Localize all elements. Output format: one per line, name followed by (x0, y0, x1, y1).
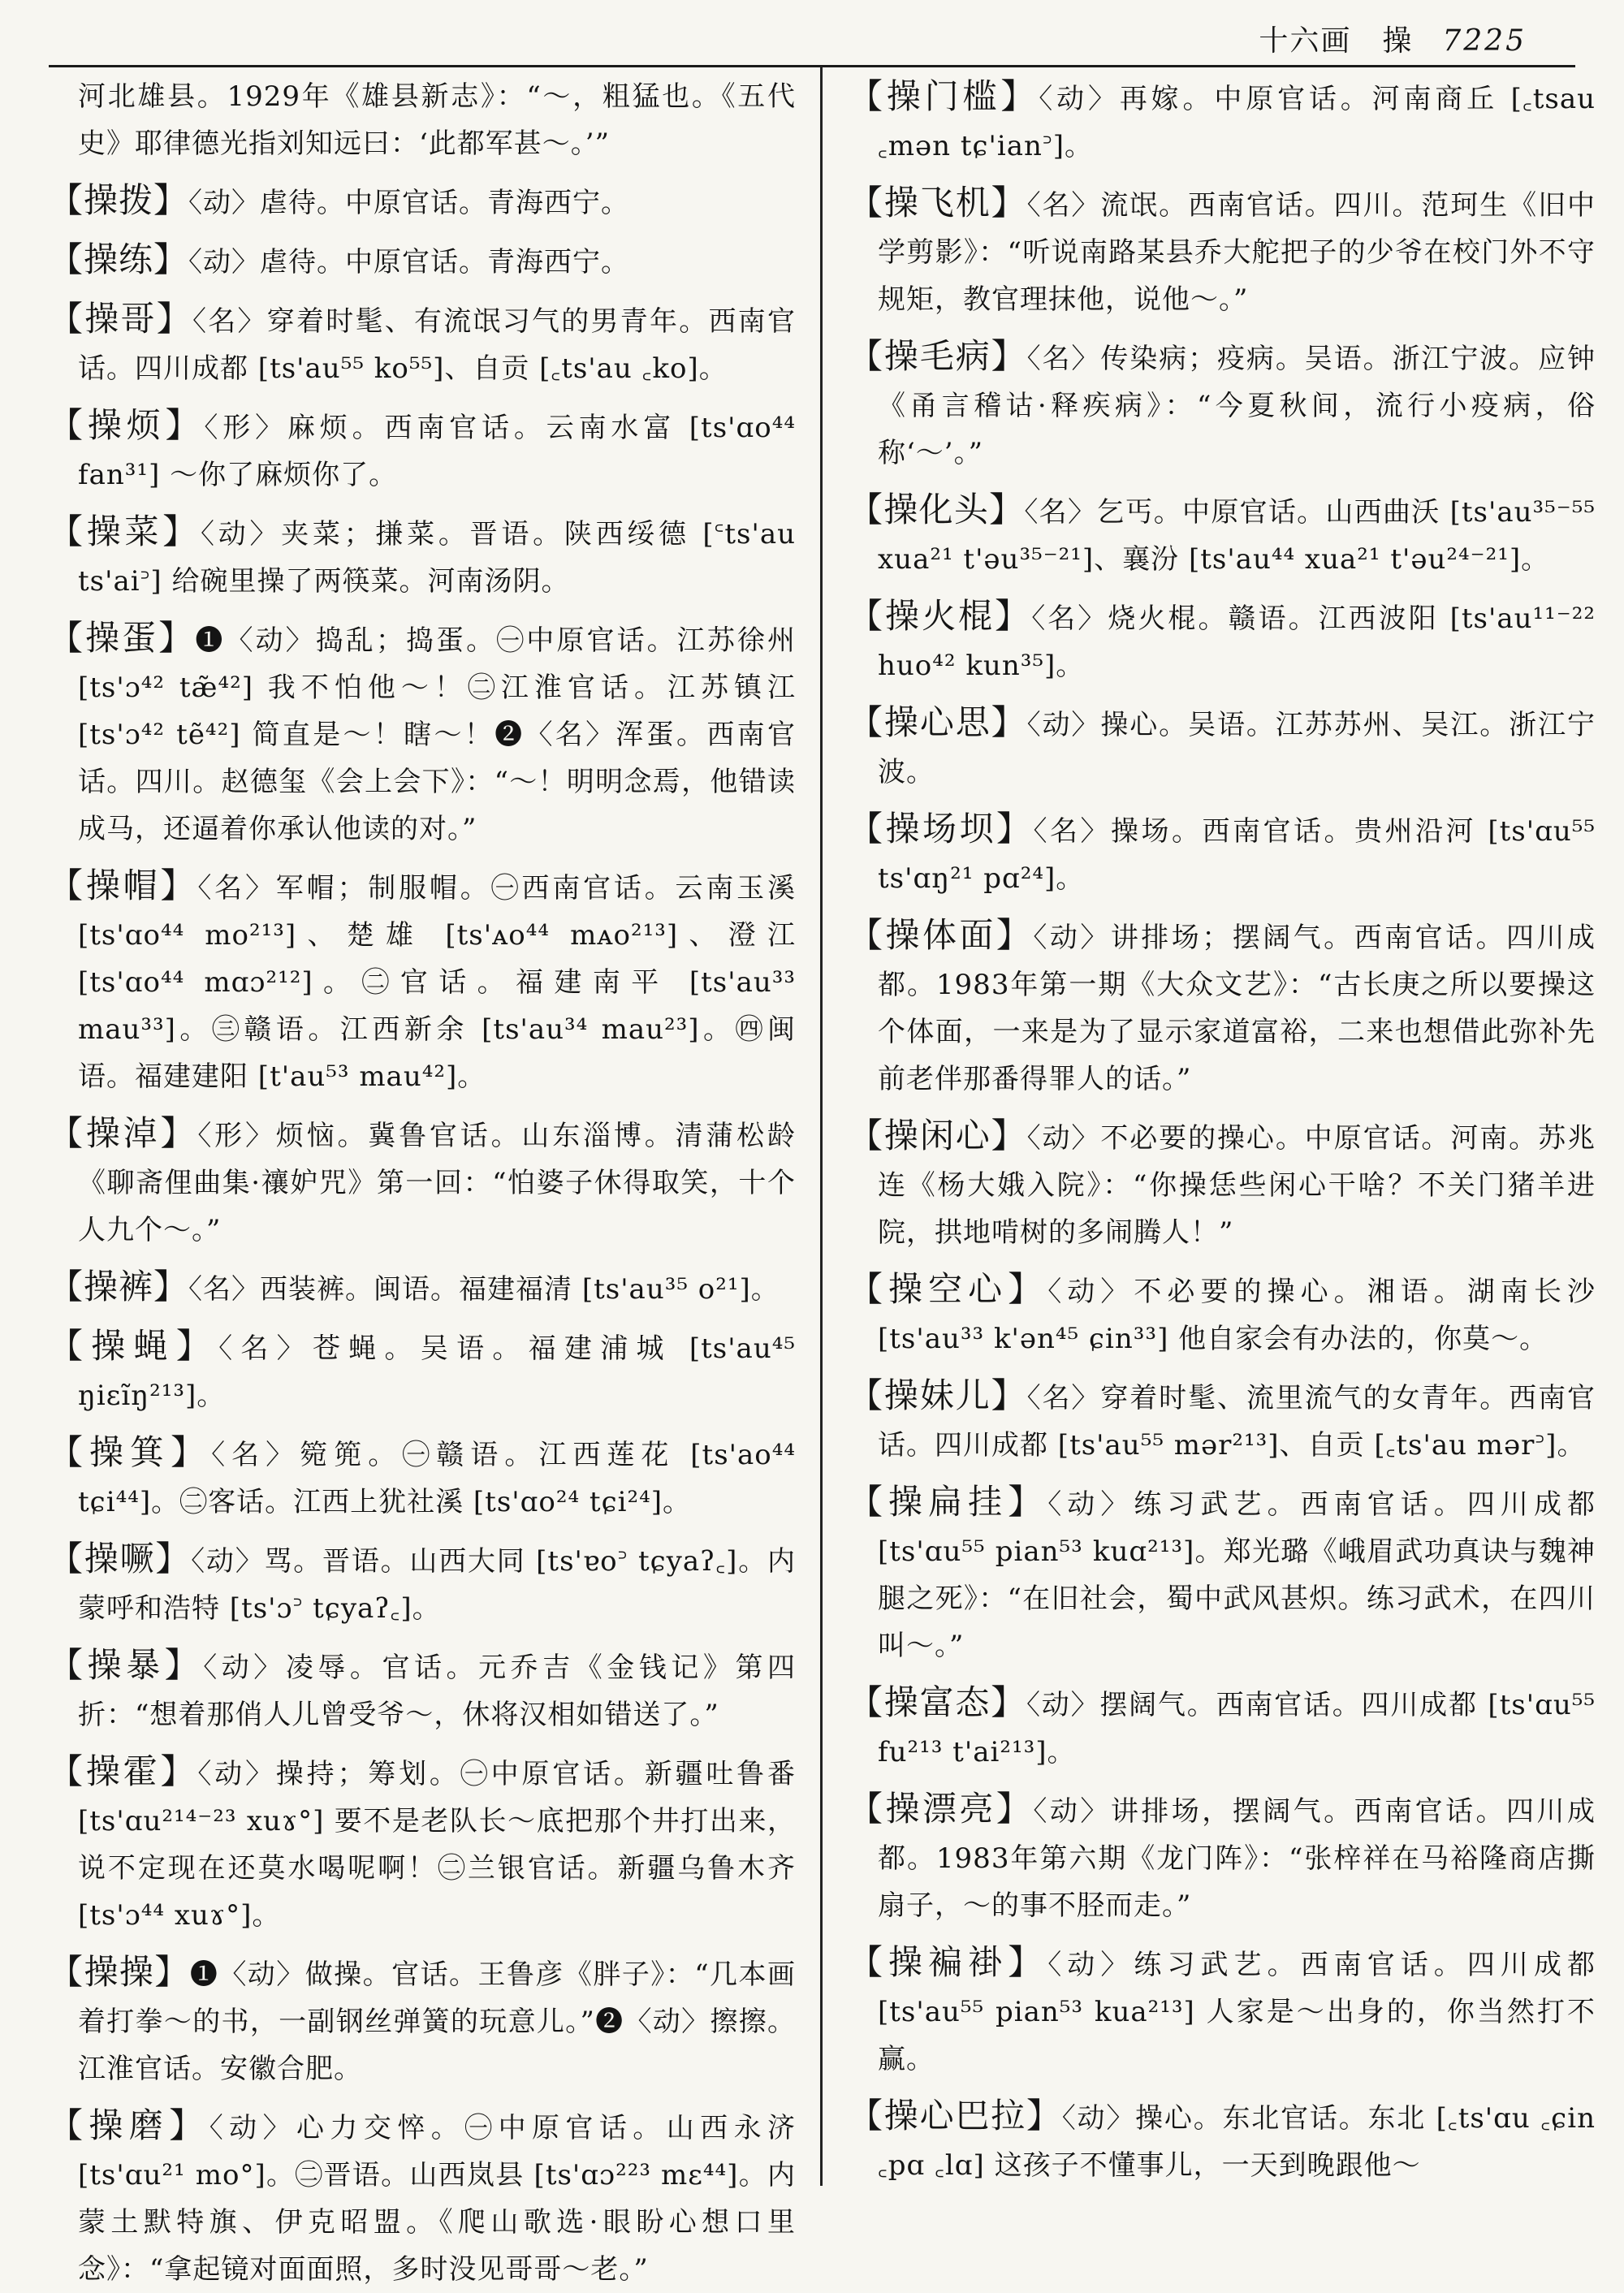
dictionary-entry (849, 1479, 1596, 1669)
entry-headword: 【操帽】 (49, 866, 198, 905)
entry-definition: 〈动〉心力交悴。㊀中原官话。山西永济 [ts'ɑu²¹ mo°]。㊁晋语。山西岚县 [ts'ɑɔ²²³ mɛ⁴⁴]。内蒙土默特旗、伊克昭盟。《爬山歌选·眼盼心想口里念》：“拿起镜对面面照，多时没见哥哥～老。” (78, 2112, 796, 2286)
entry-definition: 〈动〉讲排场；摆阔气。西南官话。四川成都。1983年第一期《大众文艺》：“古长庚之所以要操这个体面，一来是为了显示家道富裕，二来也想借此弥补先前老伴那番得罪人的话。” (878, 922, 1596, 1095)
entry-headword: 【操闲心】 (849, 1116, 1027, 1155)
entry-headword: 【操霍】 (49, 1751, 198, 1791)
entry-definition: 〈动〉讲排场，摆阔气。西南官话。四川成都。1983年第六期《龙门阵》：“张梓祥在马裕隆商店撕扇子，～的事不胫而走。” (878, 1795, 1596, 1922)
entry-definition: 〈名〉军帽；制服帽。㊀西南官话。云南玉溪 [ts'ɑo⁴⁴ mo²¹³]、楚雄 [ts'ᴀo⁴⁴ mᴀo²¹³]、澄江 [ts'ɑo⁴⁴ mɑɔ²¹²]。㊁官话。福建南平 [ts'au³³ mau³³]。㊂赣语。江西新余 [ts'au³⁴ mau²³]。㊃闽语。福建建阳 [t'au⁵³ mau⁴²]。 (78, 872, 796, 1093)
entry-headword: 【操褊褂】 (849, 1942, 1048, 1982)
entry-definition: 〈动〉虐待。中原官话。青海西宁。 (188, 246, 630, 279)
entry-headword: 【操空心】 (849, 1269, 1048, 1309)
entry-definition: ❶〈动〉捣乱；捣蛋。㊀中原官话。江苏徐州 [ts'ɔ⁴² tæ̃⁴²] 我不怕他～！㊁江淮官话。江苏镇江 [ts'ɔ⁴² tẽ⁴²] 简直是～！瞎～！❷〈名〉浑蛋。西南官话。四川。赵德玺《会上会下》：“～！明明念焉，他错读成马，还逼着你承认他读的对。” (78, 624, 796, 845)
entry-definition: 〈名〉乞丐。中原官话。山西曲沃 [ts'au³⁵⁻⁵⁵ xua²¹ t'əu³⁵⁻²¹]、襄汾 [ts'au⁴⁴ xua²¹ t'əu²⁴⁻²¹]。 (878, 496, 1596, 576)
dictionary-entry (49, 177, 796, 227)
dictionary-entry (49, 1949, 796, 2092)
entry-headword: 【操烦】 (49, 405, 205, 445)
entry-definition: 〈动〉再嫁。中原官话。河南商丘 [꜀tsau ꜀mən tɕ'ian꜄]。 (878, 83, 1596, 162)
entry-headword: 【操噘】 (49, 1539, 192, 1578)
entry-headword: 【操毛病】 (849, 336, 1027, 376)
dictionary-entry (49, 1263, 796, 1313)
entry-headword: 【操操】 (49, 1952, 190, 1992)
dictionary-entry (49, 1429, 796, 1526)
dictionary-entry (849, 486, 1596, 583)
dictionary-entry (849, 805, 1596, 902)
entry-definition: 〈名〉穿着时髦、有流氓习气的男青年。西南官话。四川成都 [ts'au⁵⁵ ko⁵⁵]、自贡 [꜀ts'au ꜀ko]。 (78, 305, 796, 385)
entry-headword: 【操裤】 (49, 1267, 189, 1306)
entry-headword: 【操场坝】 (849, 809, 1034, 849)
dictionary-entry (49, 1110, 796, 1254)
dictionary-entry (49, 508, 796, 605)
left-column (49, 73, 796, 2286)
entry-definition: 〈动〉不必要的操心。湘语。湖南长沙 [ts'au³³ k'ən⁴⁵ ɕin³³] 他自家会有办法的，你莫～。 (878, 1276, 1596, 1355)
entry-definition: 〈形〉麻烦。西南官话。云南水富 [ts'ɑo⁴⁴ fan³¹] ～你了麻烦你了。 (78, 412, 796, 491)
dictionary-entry (49, 2102, 796, 2293)
dictionary-entry (849, 179, 1596, 323)
entry-headword: 【操心思】 (849, 702, 1027, 742)
entry-headword: 【操妹儿】 (849, 1375, 1027, 1415)
dictionary-entry (849, 1786, 1596, 1929)
dictionary-entry (849, 912, 1596, 1103)
entry-definition: 〈动〉练习武艺。西南官话。四川成都 [ts'au⁵⁵ pian⁵³ kua²¹³] 人家是～出身的，你当然打不赢。 (878, 1949, 1596, 2075)
entry-headword: 【操箕】 (49, 1432, 212, 1472)
dictionary-entry (849, 699, 1596, 796)
dictionary-entry (849, 1372, 1596, 1469)
dictionary-entry (49, 1642, 796, 1738)
entry-headword: 【操门槛】 (849, 76, 1039, 116)
entry-definition: 〈动〉凌辱。官话。元乔吉《金钱记》第四折：“想着那俏人儿曾受爷～，休将汉相如错送了。” (78, 1652, 796, 1731)
entry-definition: 〈名〉箢篼。㊀赣语。江西莲花 [ts'ao⁴⁴ tɕi⁴⁴]。㊁客话。江西上犹社溪 [ts'ɑo²⁴ tɕi²⁴]。 (78, 1439, 796, 1518)
entry-definition: 〈动〉夹菜；搛菜。晋语。陕西绥德 [꜂ts'au ts'ai꜄] 给碗里操了两筷菜。河南汤阴。 (78, 518, 796, 598)
entry-definition: 〈名〉苍蝇。吴语。福建浦城 [ts'au⁴⁵ ŋiɛĩŋ²¹³]。 (78, 1332, 796, 1412)
entry-headword: 【操磨】 (49, 2105, 209, 2145)
entry-definition: 河北雄县。1929年《雄县新志》：“～，粗猛也。《五代史》耶律德光指刘知远曰：‘此都军甚～。’” (78, 80, 796, 160)
entry-definition: 〈动〉操心。吴语。江苏苏州、吴江。浙江宁波。 (878, 709, 1596, 788)
entry-headword: 【操练】 (49, 240, 189, 279)
dictionary-entry (49, 1535, 796, 1632)
running-head (1259, 18, 1527, 59)
entry-headword: 【操哥】 (49, 299, 192, 339)
dictionary-entry (849, 1939, 1596, 2083)
entry-headword: 【操蛋】 (49, 618, 196, 658)
dictionary-entry (849, 73, 1596, 170)
entry-definition: 〈动〉操心。东北官话。东北 [꜀ts'ɑu ꜀ɕin ꜀pɑ ꜀lɑ] 这孩子不懂事儿，一天到晚跟他～ (878, 2102, 1596, 2182)
dictionary-entry (49, 73, 796, 167)
dictionary-entry (49, 862, 796, 1100)
entry-definition: 〈名〉操场。西南官话。贵州沿河 [ts'ɑu⁵⁵ ts'ɑŋ²¹ pɑ²⁴]。 (878, 815, 1596, 895)
entry-definition: 〈形〉烦恼。冀鲁官话。山东淄博。清蒲松龄《聊斋俚曲集·禳妒咒》第一回：“怕婆子休得取笑，十个人九个～。” (78, 1120, 796, 1246)
entry-definition: 〈动〉骂。晋语。山西大同 [ts'ɐo꜄ tɕyaʔ꜀]。内蒙呼和浩特 [ts'ɔ꜄ tɕyaʔ꜀]。 (78, 1545, 796, 1625)
section-title: 十六画 操 (1259, 24, 1414, 58)
entry-headword: 【操富态】 (849, 1682, 1026, 1722)
entry-definition: 〈动〉虐待。中原官话。青海西宁。 (188, 187, 630, 219)
column-divider (820, 67, 823, 2186)
entry-headword: 【操拨】 (49, 180, 189, 220)
entry-headword: 【操心巴拉】 (849, 2096, 1062, 2135)
dictionary-entry (49, 402, 796, 499)
entry-definition: 〈名〉传染病；疫病。吴语。浙江宁波。应钟《甬言稽诂·释疾病》：“今夏秋间，流行小疫病，俗称‘～’。” (878, 343, 1596, 469)
entry-headword: 【操飞机】 (849, 183, 1027, 222)
entry-headword: 【操淖】 (49, 1113, 198, 1153)
entry-definition: 〈动〉练习武艺。西南官话。四川成都 [ts'ɑu⁵⁵ pian⁵³ kuɑ²¹³]。郑光璐《峨眉武功真诀与魏神腿之死》：“在旧社会，蜀中武风甚炽。练习武术，在四川叫～。” (878, 1488, 1596, 1662)
dictionary-entry (849, 2092, 1596, 2189)
entry-headword: 【操扁挂】 (849, 1482, 1048, 1522)
entry-definition: 〈名〉烧火棍。赣语。江西波阳 [ts'au¹¹⁻²² huo⁴² kun³⁵]。 (878, 602, 1596, 682)
dictionary-entry (849, 1266, 1596, 1362)
entry-definition: 〈名〉流氓。西南官话。四川。范珂生《旧中学剪影》：“听说南路某县乔大舵把子的少爷在校门外不守规矩，教官理抹他，说他～。” (878, 189, 1596, 316)
entry-definition: 〈动〉不必要的操心。中原官话。河南。苏兆连《杨大娥入院》：“你操恁些闲心干啥？不关门猪羊进院，拱地啃树的多闹腾人！” (878, 1122, 1596, 1249)
dictionary-entry (849, 1679, 1596, 1776)
entry-headword: 【操漂亮】 (849, 1789, 1034, 1829)
dictionary-entry (49, 1323, 796, 1419)
dictionary-entry (49, 615, 796, 853)
entry-headword: 【操化头】 (849, 490, 1025, 529)
entry-headword: 【操蝇】 (49, 1326, 219, 1366)
entry-headword: 【操火棍】 (849, 596, 1032, 636)
page-number: 7225 (1442, 24, 1527, 58)
dictionary-entry (849, 593, 1596, 689)
dictionary-entry (849, 333, 1596, 477)
entry-definition: 〈名〉西装裤。闽语。福建福清 [ts'au³⁵ o²¹]。 (188, 1273, 780, 1306)
entry-definition: 〈名〉穿着时髦、流里流气的女青年。西南官话。四川成都 [ts'au⁵⁵ mər²¹³]、自贡 [꜀ts'au mər꜄]。 (878, 1382, 1596, 1462)
entry-definition: ❶〈动〉做操。官话。王鲁彦《胖子》：“几本画着打拳～的书，一副钢丝弹簧的玩意儿。”❷〈动〉擦擦。江淮官话。安徽合肥。 (78, 1958, 796, 2085)
entry-headword: 【操体面】 (849, 915, 1034, 955)
dictionary-entry (49, 236, 796, 286)
right-column (849, 73, 1596, 2184)
entry-headword: 【操暴】 (49, 1645, 204, 1685)
dictionary-entry (849, 1112, 1596, 1256)
dictionary-entry (49, 1748, 796, 1939)
entry-definition: 〈动〉操持；筹划。㊀中原官话。新疆吐鲁番 [ts'ɑu²¹⁴⁻²³ xuɤ°] 要不是老队长～底把那个井打出来，说不定现在还莫水喝呢啊！㊁兰银官话。新疆乌鲁木齐 [ts'ɔ⁴⁴ xuɤ°]。 (78, 1758, 796, 1932)
page-header (49, 16, 1575, 67)
entry-definition: 〈动〉摆阔气。西南官话。四川成都 [ts'ɑu⁵⁵ fu²¹³ t'ai²¹³]。 (878, 1689, 1596, 1768)
dictionary-entry (49, 296, 796, 392)
entry-headword: 【操菜】 (49, 512, 201, 551)
